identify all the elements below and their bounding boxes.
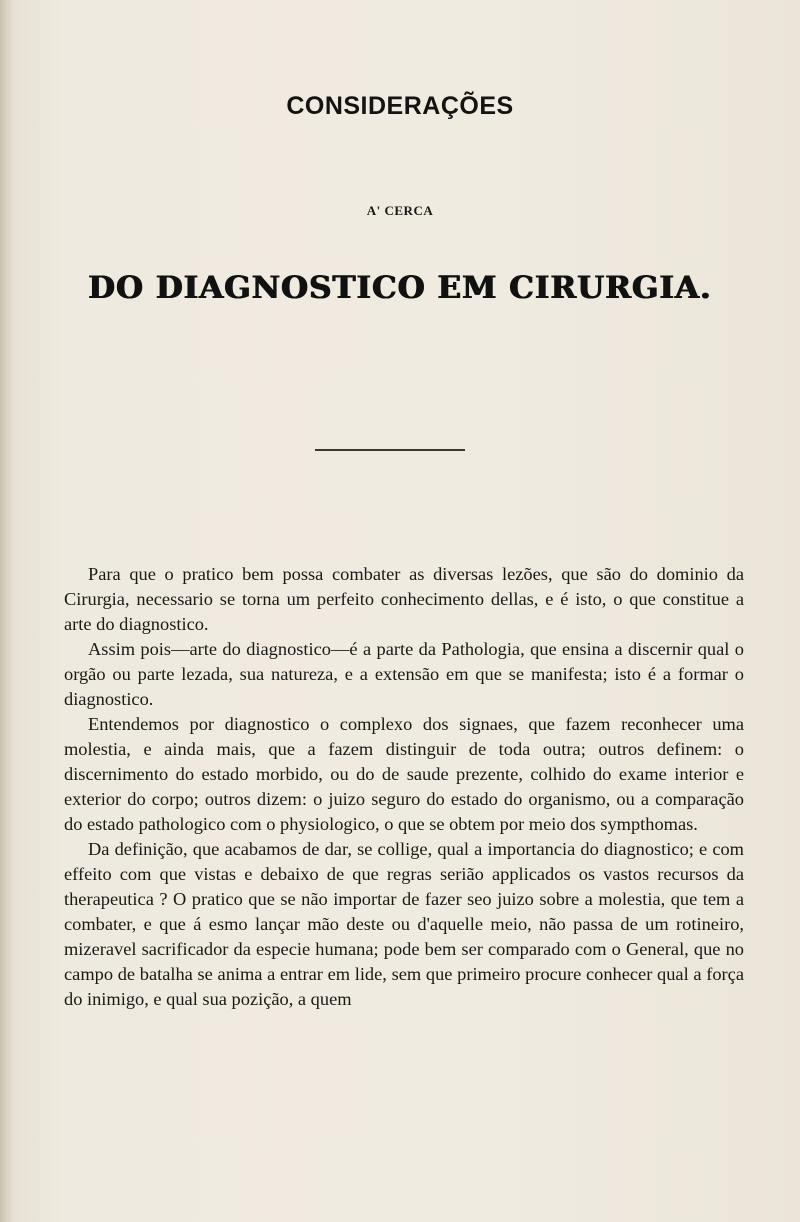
paragraph-2: Assim pois—arte do diagnostico—é a parte da Pathologia, que ensina a discernir qual o orgão ou parte lezada, sua natureza, e a extensão em que se manifesta; isto é a formar o diagnostico. xyxy=(64,639,744,709)
section-divider xyxy=(315,449,465,451)
paragraph-3: Entendemos por diagnostico o complexo dos signaes, que fazem reconhecer uma molestia, e ainda mais, que a fazem distinguir de toda outra; outros definem: o discernimento do estado morbido, ou do de saude prezente, colhido do exame interior e exterior do corpo; outros dizem: o juizo seguro do estado do organismo, ou a comparação do estado pathologico com o physiologico, o que se obtem por meio dos sympthomas. xyxy=(64,714,744,834)
body-text xyxy=(64,562,744,1012)
document-subtitle: A' CERCA xyxy=(366,203,434,218)
paragraph-4: Da definição, que acabamos de dar, se collige, qual a importancia do diagnostico; e com effeito com que vistas e debaixo de que regras serião applicados os vastos recursos da therapeutica ? O pratico que se não importar de fazer seo juizo sobre a molestia, que tem a combater, e que á esmo lançar mão deste ou d'aquelle meio, não passa de um rotineiro, mizeravel sacrificador da especie humana; pode bem ser comparado com o General, que no campo de batalha se anima a entrar em lide, sem que primeiro procure conhecer qual a força do inimigo, e qual sua pozição, a quem xyxy=(64,839,744,1009)
paragraph-1: Para que o pratico bem possa combater as diversas lezões, que são do dominio da Cirurgia, necessario se torna um perfeito conhecimento dellas, e é isto, o que constitue a arte do diagnostico. xyxy=(64,564,744,634)
document-title: CONSIDERAÇÕES xyxy=(286,92,514,120)
page-binding-edge xyxy=(0,0,14,1222)
document-headline: DO DIAGNOSTICO EM CIRURGIA. xyxy=(88,270,712,306)
